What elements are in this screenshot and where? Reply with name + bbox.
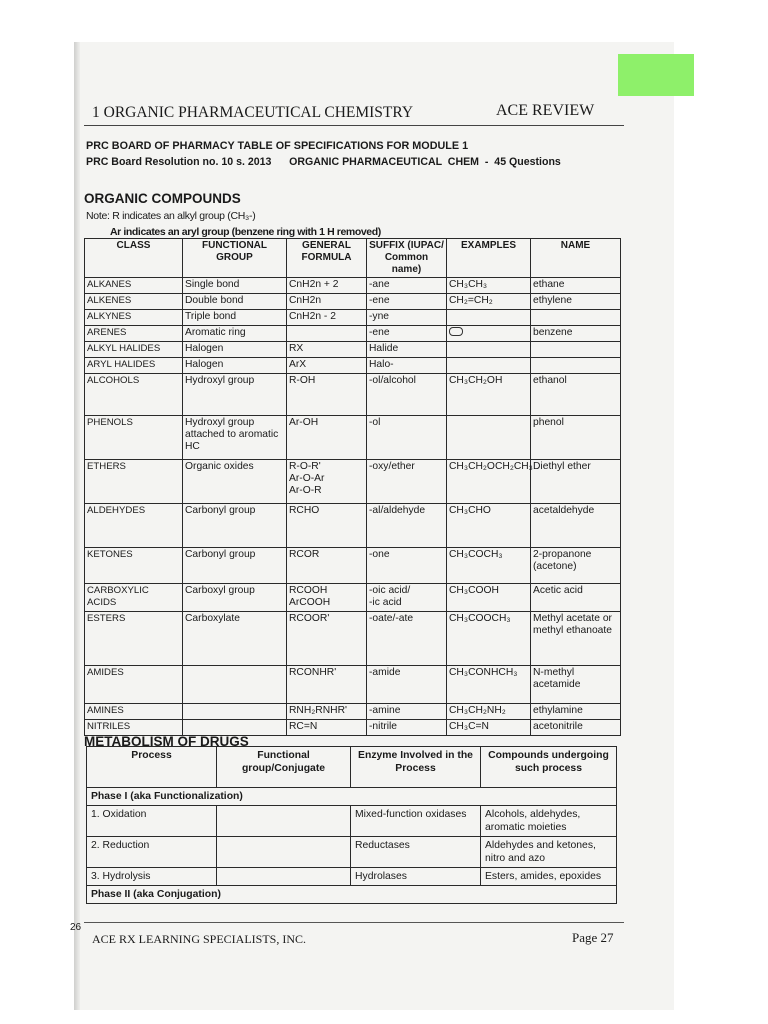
col-header: NAME: [531, 239, 621, 278]
table-header-row: [85, 239, 621, 278]
enzyme-cell: Mixed-function oxidases: [351, 806, 481, 837]
example-cell: [447, 310, 531, 326]
header-rule: [84, 125, 624, 126]
suffix-cell: -one: [367, 548, 447, 584]
enzyme-cell: Reductases: [351, 837, 481, 868]
example-cell: CH₃CH₂NH₂: [447, 704, 531, 720]
example-cell: CH₃CONHCH₃: [447, 666, 531, 704]
class-cell: AMINES: [85, 704, 183, 720]
formula-cell: [287, 326, 367, 342]
formula-cell: RCOOH ArCOOH: [287, 584, 367, 612]
formula-cell: RX: [287, 342, 367, 358]
metabolism-section-title: METABOLISM OF DRUGS: [84, 734, 249, 749]
name-cell: ethane: [531, 278, 621, 294]
formula-cell: ArX: [287, 358, 367, 374]
example-cell: [447, 358, 531, 374]
name-cell: Acetic acid: [531, 584, 621, 612]
table-row: [85, 326, 621, 342]
green-sticky-tab: [618, 54, 694, 96]
phase-row: [87, 886, 617, 904]
example-cell: CH₃CHO: [447, 504, 531, 548]
footer-rule: [84, 922, 624, 923]
name-cell: acetaldehyde: [531, 504, 621, 548]
name-cell: ethylene: [531, 294, 621, 310]
name-cell: ethylamine: [531, 704, 621, 720]
class-cell: ALKYNES: [85, 310, 183, 326]
phase-1-label: Phase I (aka Functionalization): [87, 788, 617, 806]
table-row: [87, 868, 617, 886]
col-header: CLASS: [85, 239, 183, 278]
suffix-cell: -ene: [367, 326, 447, 342]
chapter-title: 1 ORGANIC PHARMACEUTICAL CHEMISTRY: [92, 104, 414, 121]
process-cell: 2. Reduction: [87, 837, 217, 868]
compounds-cell: Esters, amides, epoxides: [481, 868, 617, 886]
table-row: [85, 460, 621, 504]
group-cell: Hydroxyl group: [183, 374, 287, 416]
group-cell: Single bond: [183, 278, 287, 294]
group-cell: Triple bond: [183, 310, 287, 326]
group-cell: Hydroxyl group attached to aromatic HC: [183, 416, 287, 460]
metabolism-table: [86, 746, 617, 904]
col-header: Compounds undergoing such process: [481, 747, 617, 788]
suffix-cell: -ane: [367, 278, 447, 294]
suffix-cell: -nitrile: [367, 720, 447, 736]
group-cell: Carbonyl group: [183, 504, 287, 548]
class-cell: ALKENES: [85, 294, 183, 310]
edge-page-number: 26: [70, 922, 82, 933]
suffix-cell: -yne: [367, 310, 447, 326]
suffix-cell: -oxy/ether: [367, 460, 447, 504]
name-cell: [531, 310, 621, 326]
formula-cell: RCHO: [287, 504, 367, 548]
col-header: Enzyme Involved in the Process: [351, 747, 481, 788]
compounds-cell: Alcohols, aldehydes, aromatic moieties: [481, 806, 617, 837]
class-cell: ALKYL HALIDES: [85, 342, 183, 358]
example-cell: CH₃COCH₃: [447, 548, 531, 584]
group-cell: Aromatic ring: [183, 326, 287, 342]
group-cell: Halogen: [183, 358, 287, 374]
class-cell: ARENES: [85, 326, 183, 342]
class-cell: CARBOXYLIC ACIDS: [85, 584, 183, 612]
name-cell: Methyl acetate or methyl ethanoate: [531, 612, 621, 666]
table-row: [85, 416, 621, 460]
publisher-footer: ACE RX LEARNING SPECIALISTS, INC.: [92, 932, 307, 946]
formula-cell: R-O-R' Ar-O-Ar Ar-O-R: [287, 460, 367, 504]
example-cell: CH₃C=N: [447, 720, 531, 736]
table-row: [85, 278, 621, 294]
suffix-cell: -ol/alcohol: [367, 374, 447, 416]
col-header: Process: [87, 747, 217, 788]
name-cell: acetonitrile: [531, 720, 621, 736]
example-cell: CH₃COOH: [447, 584, 531, 612]
formula-cell: RCOOR': [287, 612, 367, 666]
suffix-cell: -oic acid/ -ic acid: [367, 584, 447, 612]
binding-spine: [74, 42, 80, 1010]
table-row: [85, 612, 621, 666]
example-cell: CH₃CH₂OH: [447, 374, 531, 416]
example-cell: CH₃CH₂OCH₂CH₃: [447, 460, 531, 504]
group-cell: [183, 704, 287, 720]
table-row: [85, 704, 621, 720]
suffix-cell: -ol: [367, 416, 447, 460]
phase-row: [87, 788, 617, 806]
name-cell: 2-propanone (acetone): [531, 548, 621, 584]
formula-cell: RCOR: [287, 548, 367, 584]
example-cell: CH₃COOCH₃: [447, 612, 531, 666]
name-cell: [531, 358, 621, 374]
table-header-row: [87, 747, 617, 788]
name-cell: ethanol: [531, 374, 621, 416]
table-row: [85, 548, 621, 584]
class-cell: ETHERS: [85, 460, 183, 504]
table-row: [85, 342, 621, 358]
example-cell: CH₃CH₃: [447, 278, 531, 294]
table-row: [85, 374, 621, 416]
compounds-cell: Aldehydes and ketones, nitro and azo: [481, 837, 617, 868]
example-cell: [447, 326, 531, 342]
formula-cell: CnH2n + 2: [287, 278, 367, 294]
table-row: [85, 358, 621, 374]
group-cell: Carbonyl group: [183, 548, 287, 584]
formula-cell: RC=N: [287, 720, 367, 736]
table-row: [87, 806, 617, 837]
table-row: [85, 584, 621, 612]
suffix-cell: -oate/-ate: [367, 612, 447, 666]
class-cell: ESTERS: [85, 612, 183, 666]
col-header: FUNCTIONAL GROUP: [183, 239, 287, 278]
formula-cell: RCONHR': [287, 666, 367, 704]
note-alkyl: Note: R indicates an alkyl group (CH₃-): [86, 210, 256, 222]
group-cell: Halogen: [183, 342, 287, 358]
group-cell: Carboxylate: [183, 612, 287, 666]
class-cell: PHENOLS: [85, 416, 183, 460]
suffix-cell: -amide: [367, 666, 447, 704]
enzyme-cell: Hydrolases: [351, 868, 481, 886]
table-row: [85, 666, 621, 704]
phase-2-label: Phase II (aka Conjugation): [87, 886, 617, 904]
group-cell: [217, 837, 351, 868]
group-cell: Carboxyl group: [183, 584, 287, 612]
class-cell: ALDEHYDES: [85, 504, 183, 548]
name-cell: Diethyl ether: [531, 460, 621, 504]
suffix-cell: -ene: [367, 294, 447, 310]
class-cell: ARYL HALIDES: [85, 358, 183, 374]
col-header: EXAMPLES: [447, 239, 531, 278]
running-header: ACE REVIEW: [496, 102, 595, 119]
formula-cell: CnH2n - 2: [287, 310, 367, 326]
prc-line-1: PRC BOARD OF PHARMACY TABLE OF SPECIFICATIONS FOR MODULE 1: [86, 140, 469, 152]
class-cell: KETONES: [85, 548, 183, 584]
process-cell: 1. Oxidation: [87, 806, 217, 837]
formula-cell: Ar-OH: [287, 416, 367, 460]
suffix-cell: -amine: [367, 704, 447, 720]
group-cell: Organic oxides: [183, 460, 287, 504]
page-number: Page 27: [572, 930, 614, 945]
organic-compounds-table: [84, 238, 621, 736]
formula-cell: CnH2n: [287, 294, 367, 310]
col-header: Functional group/Conjugate: [217, 747, 351, 788]
organic-section-title: ORGANIC COMPOUNDS: [84, 191, 241, 206]
prc-line-2: PRC Board Resolution no. 10 s. 2013 ORGANIC PHARMACEUTICAL CHEM - 45 Questions: [86, 156, 561, 168]
table-row: [85, 310, 621, 326]
class-cell: ALKANES: [85, 278, 183, 294]
class-cell: NITRILES: [85, 720, 183, 736]
formula-cell: R-OH: [287, 374, 367, 416]
example-cell: CH₂=CH₂: [447, 294, 531, 310]
col-header: GENERAL FORMULA: [287, 239, 367, 278]
suffix-cell: Halo-: [367, 358, 447, 374]
example-cell: [447, 416, 531, 460]
suffix-cell: -al/aldehyde: [367, 504, 447, 548]
name-cell: N-methyl acetamide: [531, 666, 621, 704]
formula-cell: RNH₂RNHR': [287, 704, 367, 720]
note-aryl: Ar indicates an aryl group (benzene ring with 1 H removed): [110, 226, 381, 238]
name-cell: [531, 342, 621, 358]
example-cell: [447, 342, 531, 358]
table-row: [87, 837, 617, 868]
group-cell: [217, 868, 351, 886]
name-cell: phenol: [531, 416, 621, 460]
group-cell: [217, 806, 351, 837]
benzene-ring-icon: [449, 327, 463, 336]
group-cell: Double bond: [183, 294, 287, 310]
table-row: [85, 504, 621, 548]
name-cell: benzene: [531, 326, 621, 342]
class-cell: ALCOHOLS: [85, 374, 183, 416]
class-cell: AMIDES: [85, 666, 183, 704]
suffix-cell: Halide: [367, 342, 447, 358]
table-row: [85, 294, 621, 310]
col-header: SUFFIX (IUPAC/ Common name): [367, 239, 447, 278]
group-cell: [183, 666, 287, 704]
process-cell: 3. Hydrolysis: [87, 868, 217, 886]
